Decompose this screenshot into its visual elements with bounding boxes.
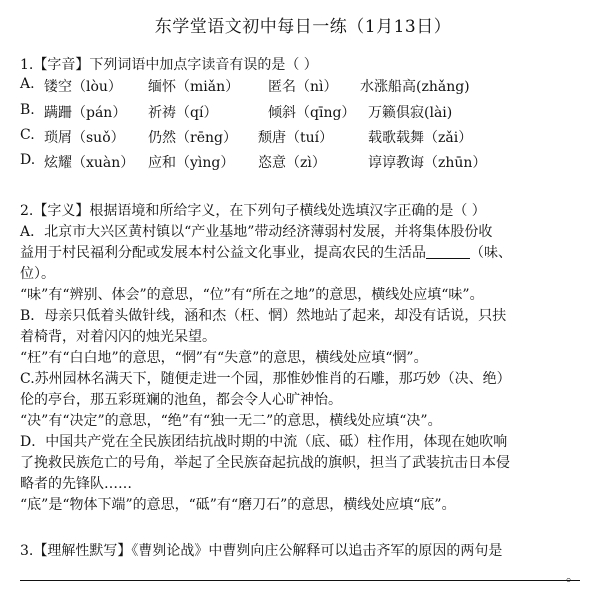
q2-a-line2-choices: （味、 [470, 245, 512, 261]
q2-d-line3: 略者的先锋队…… [20, 476, 132, 492]
option-item: 炫耀（xuàn） [44, 155, 135, 171]
option-item: 缅怀（miǎn） [148, 79, 240, 95]
q2-d-line1: D．中国共产党在全民族团结抗战时期的中流（底、砥）柱作用，体现在她吹响 [20, 434, 508, 450]
option-item: 谆谆教诲（zhūn） [368, 155, 487, 171]
answer-line [20, 580, 580, 581]
option-item: 应和（yìng） [148, 155, 235, 171]
option-item: 匿名（nì） [268, 79, 338, 95]
q1-option-b [20, 102, 586, 122]
q3-stem: 3.【理解性默写】《曹刿论战》中曹刿向庄公解释可以追击齐军的原因的两句是 [20, 543, 503, 559]
q1-option-a [20, 76, 586, 96]
option-item: 载歌载舞（zǎi） [368, 130, 473, 146]
page-title: 东学堂语文初中每日一练（1月13日） [154, 17, 452, 37]
option-item: 琐屑（suǒ） [44, 130, 125, 146]
option-item: 水涨船高(zhǎng) [360, 79, 470, 95]
option-item: 祈祷（qí） [148, 105, 218, 121]
option-item: 颓唐（tuí） [258, 130, 334, 146]
q2-a-line2 [20, 242, 512, 262]
q2-a-line2-text: 益用于村民福利分配或发展本村公益文化事业，提高农民的生活品 [20, 245, 426, 261]
q1-stem: 1.【字音】下列词语中加点字读音有误的是（ ） [20, 57, 318, 73]
answer-blank [426, 244, 470, 259]
q2-c-line1: C.苏州园林名满天下，随便走进一个园，那惟妙惟肖的石雕，那巧妙（决、绝） [20, 371, 511, 387]
q2-d-explanation: “底”是“物体下端”的意思，“砥”有“磨刀石”的意思，横线处应填“底”。 [20, 497, 456, 513]
option-label: C. [20, 127, 35, 143]
q2-a-explanation: “味”有“辨别、体会”的意思，“位”有“所在之地”的意思，横线处应填“味”。 [20, 287, 484, 303]
q2-b-explanation: “枉”有“白白地”的意思，“惘”有“失意”的意思，横线处应填“惘”。 [20, 350, 428, 366]
option-item: 蹒跚（pán） [44, 105, 127, 121]
q2-b-line2: 着椅背，对着闪闪的烛光呆望。 [20, 329, 216, 345]
option-label: B. [20, 102, 35, 118]
q2-c-explanation: “决”有“决定”的意思，“绝”有“独一无二”的意思，横线处应填“决”。 [20, 413, 442, 429]
option-item: 倾斜（qīng） [268, 105, 356, 121]
option-item: 万籁俱寂(lài) [368, 105, 453, 121]
q2-a-line1: A．北京市大兴区黄村镇以“产业基地”带动经济薄弱村发展，并将集体股份收 [20, 224, 493, 240]
q2-stem: 2.【字义】根据语境和所给字义，在下列句子横线处选填汉字正确的是（ ） [20, 203, 486, 219]
option-label: D. [20, 152, 36, 168]
q1-option-d [20, 152, 586, 172]
option-item: 仍然（rēng） [148, 130, 237, 146]
q1-option-c [20, 127, 586, 147]
option-item: 恣意（zì） [258, 155, 326, 171]
q2-b-line1: B．母亲只低着头做针线，涵和杰（枉、惘）然地站了起来，却没有话说，只扶 [20, 308, 507, 324]
q2-c-line2: 伦的亭台，那五彩斑斓的池鱼，都会令人心旷神怡。 [20, 392, 342, 408]
option-item: 镂空（lòu） [44, 79, 122, 95]
q2-a-line3: 位）。 [20, 266, 55, 282]
option-label: A. [20, 76, 35, 92]
q2-d-line2: 了挽救民族危亡的号角，举起了全民族奋起抗战的旗帜，担当了武装抗击日本侵 [20, 455, 510, 471]
end-period: 。 [566, 569, 580, 585]
